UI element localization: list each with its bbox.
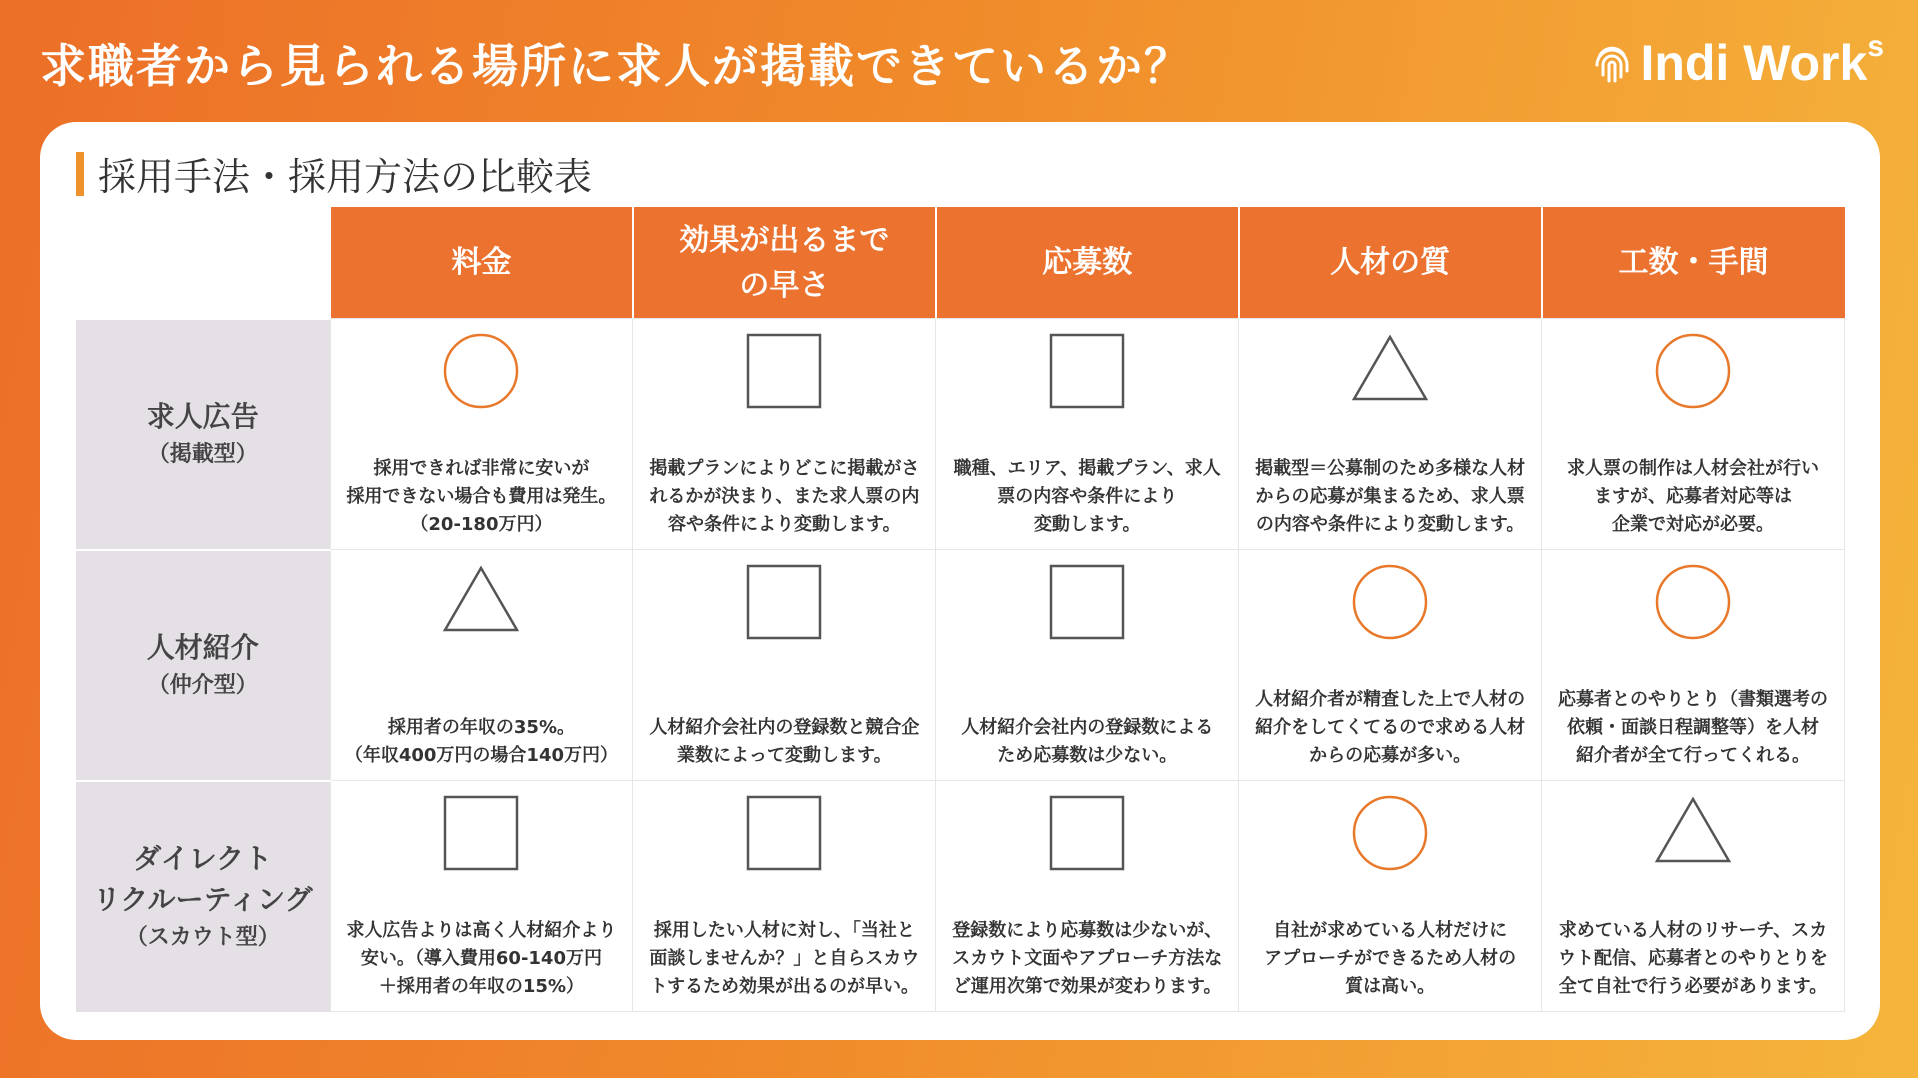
comparison-card [40, 122, 1880, 1040]
table-cell [1542, 781, 1845, 1012]
cell-note: 掲載プランによりどこに掲載がさ れるかが決まり、また求人票の内 容や条件により変動します。 [649, 458, 920, 536]
cell-note: 登録数により応募数は少ないが、 スカウト文面やアプローチ方法な ど運用次第で効果が変わります。 [952, 920, 1223, 998]
triangle-icon [1653, 793, 1733, 873]
row-header-title: 人材紹介 [146, 631, 259, 665]
square-icon [1047, 562, 1127, 642]
triangle-icon [441, 562, 521, 642]
column-header: 効果が出るまで の早さ [633, 207, 936, 319]
cell-note: 採用したい人材に対し、「当社と 面談しませんか？」と自らスカウ トするため効果が出るのが早い。 [649, 920, 920, 998]
table-header-row [76, 207, 1845, 319]
column-header: 料金 [330, 207, 633, 319]
table-corner [76, 207, 330, 319]
row-header-subtitle: （スカウト型） [125, 924, 280, 950]
table-cell [330, 550, 633, 781]
table-row [76, 550, 1845, 781]
fingerprint-icon [1592, 41, 1632, 85]
table-cell [1542, 550, 1845, 781]
row-header [76, 781, 330, 1012]
cell-note: 求人票の制作は人材会社が行い ますが、応募者対応等は 企業で対応が必要。 [1567, 458, 1820, 536]
column-header: 人材の質 [1239, 207, 1542, 319]
square-icon [744, 331, 824, 411]
table-cell [633, 319, 936, 550]
table-cell [1239, 550, 1542, 781]
table-cell [1542, 319, 1845, 550]
row-header-subtitle: （掲載型） [147, 441, 258, 467]
table-cell [936, 550, 1239, 781]
cell-note: 人材紹介者が精査した上で人材の 紹介をしてくてるので求める人材 からの応募が多い。 [1255, 689, 1526, 767]
table-cell [1239, 319, 1542, 550]
section-title [76, 146, 592, 201]
column-header: 応募数 [936, 207, 1239, 319]
square-icon [1047, 793, 1127, 873]
cell-note: 求人広告よりは高く人材紹介より 安い。（導入費用60-140万円 ＋採用者の年収の15%） [346, 920, 617, 998]
page-title: 求職者から見られる場所に求人が掲載できているか？ [40, 39, 1192, 93]
table-cell [1239, 781, 1542, 1012]
row-header-title: 求人広告 [146, 400, 259, 434]
comparison-table [76, 207, 1845, 1012]
table-cell [330, 781, 633, 1012]
cell-note: 掲載型＝公募制のため多様な人材 からの応募が集まるため、求人票 の内容や条件により変動します。 [1255, 458, 1526, 536]
row-header-title: ダイレクト リクルーティング [92, 842, 313, 916]
row-header [76, 319, 330, 550]
table-cell [633, 550, 936, 781]
cell-note: 応募者とのやりとり（書類選考の 依頼・面談日程調整等）を人材 紹介者が全て行ってくれる。 [1558, 689, 1829, 767]
cell-note: 人材紹介会社内の登録数による ため応募数は少ない。 [961, 717, 1214, 767]
section-title-bar [76, 152, 84, 196]
circle-icon [441, 331, 521, 411]
logo-text: Indi Work$^s$ [1640, 30, 1884, 91]
circle-icon [1350, 562, 1430, 642]
cell-note: 採用できれば非常に安いが 採用できない場合も費用は発生。 （20-180万円） [346, 458, 617, 536]
triangle-icon [1350, 331, 1430, 411]
square-icon [744, 562, 824, 642]
column-header: 工数・手間 [1542, 207, 1845, 319]
row-header-subtitle: （仲介型） [147, 672, 258, 698]
table-row [76, 781, 1845, 1012]
square-icon [744, 793, 824, 873]
section-title-text: 採用手法・採用方法の比較表 [98, 155, 593, 199]
table-row [76, 319, 1845, 550]
cell-note: 人材紹介会社内の登録数と競合企 業数によって変動します。 [649, 717, 920, 767]
cell-note: 採用者の年収の35%。 （年収400万円の場合140万円） [344, 717, 619, 767]
table-cell [330, 319, 633, 550]
table-cell [936, 319, 1239, 550]
table-cell [936, 781, 1239, 1012]
cell-note: 求めている人材のリサーチ、スカ ウト配信、応募者とのやりとりを 全て自社で行う必要があります。 [1558, 920, 1829, 998]
table-cell [633, 781, 936, 1012]
row-header [76, 550, 330, 781]
cell-note: 自社が求めている人材だけに アプローチができるため人材の 質は高い。 [1264, 920, 1517, 998]
circle-icon [1653, 562, 1733, 642]
square-icon [1047, 331, 1127, 411]
circle-icon [1350, 793, 1430, 873]
brand-logo [1592, 30, 1884, 92]
circle-icon [1653, 331, 1733, 411]
cell-note: 職種、エリア、掲載プラン、求人 票の内容や条件により 変動します。 [953, 458, 1221, 536]
square-icon [441, 793, 521, 873]
